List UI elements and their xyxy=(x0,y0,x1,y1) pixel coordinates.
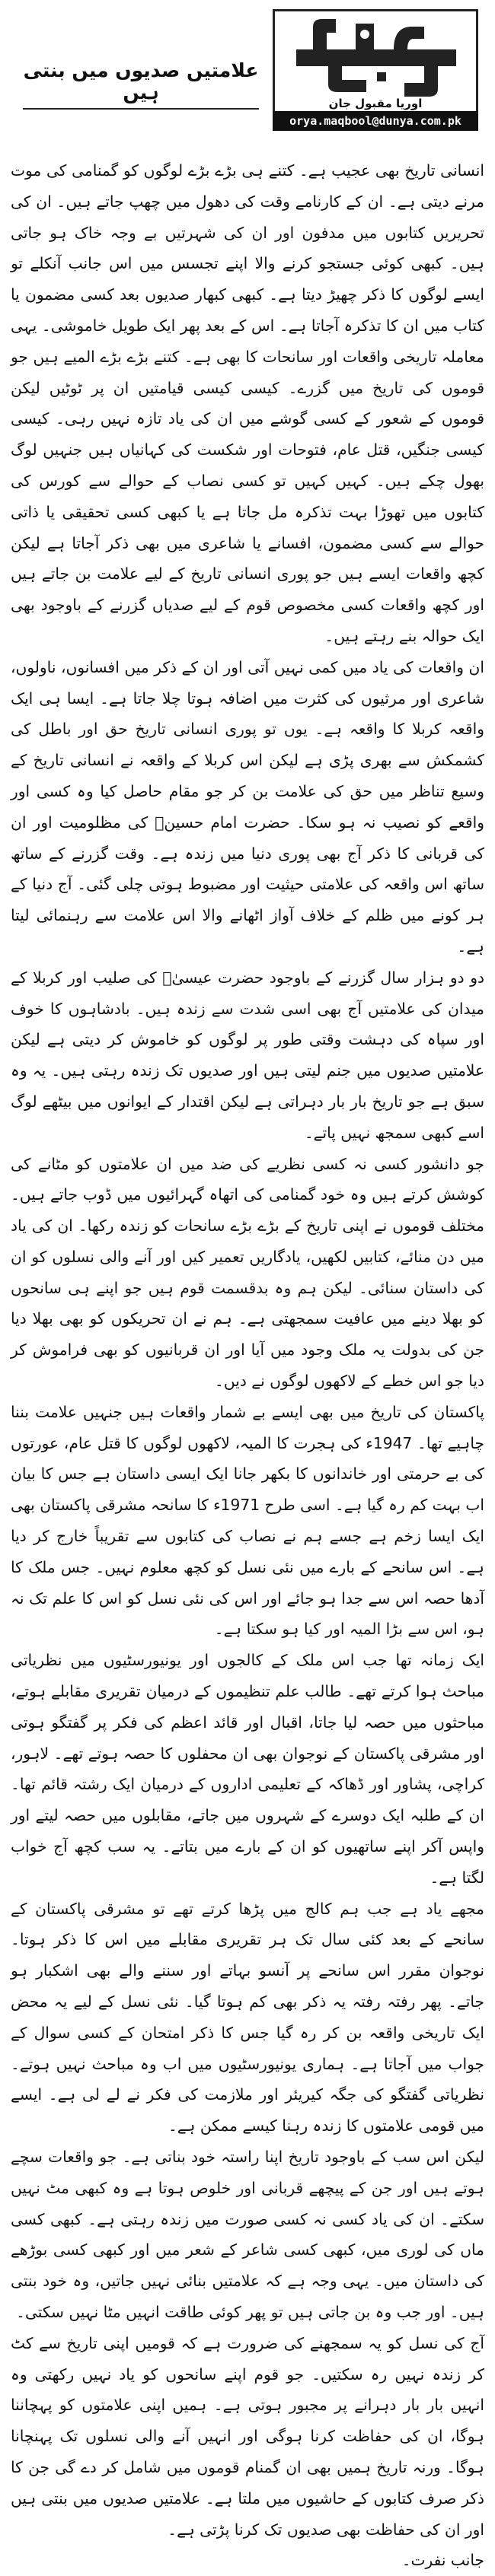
afraaz-logo xyxy=(283,16,469,100)
article-paragraph: ان واقعات کی یاد میں کمی نہیں آتی اور ان کے ذکر میں افسانوں، ناولوں، شاعری اور مرثیوں کی کثرت میں اضافہ ہوتا چلا جاتا ہے۔ ایسا ہی ایک واقعہ کربلا کا واقعہ ہے۔ یوں تو پوری انسانی تاریخ حق اور باطل کی کشمکش سے بھری پڑی ہے لیکن اس کربلا کے واقعہ نے انسانی تاریخ کے وسیع تناظر میں حق کی علامت بن کر جو مقام حاصل کیا وہ کسی اور واقعے کو نصیب نہ ہو سکا۔ حضرت امام حسینؓ کی مظلومیت اور ان کی قربانی کا ذکر آج بھی پوری دنیا میں زندہ ہے۔ وقت گزرنے کے ساتھ ساتھ اس واقعہ کی علامتی حیثیت اور مضبوط ہوتی چلی گئی۔ آج دنیا کے ہر کونے میں ظلم کے خلاف آواز اٹھانے والا اس علامت سے رہنمائی لیتا ہے۔ xyxy=(11,657,484,956)
article-paragraph: آج کی نسل کو یہ سمجھنے کی ضرورت ہے کہ قومیں اپنی تاریخ سے کٹ کر زندہ نہیں رہ سکتیں۔ جو قوم اپنے سانحوں کو یاد نہیں رکھتی وہ انہیں بار بار دہرانے پر مجبور ہوتی ہے۔ ہمیں اپنی علامتوں کو پہچاننا ہوگا، ان کی حفاظت کرنا ہوگی اور انہیں آنے والی نسلوں تک پہنچانا ہوگا۔ ورنہ تاریخ ہمیں بھی ان گمنام قوموں میں شامل کر دے گی جن کا ذکر صرف کتابوں کے حاشیوں میں ملتا ہے۔ علامتیں صدیوں میں بنتی ہیں اور ان کی حفاظت بھی صدیوں تک کرنا پڑتی ہے۔ xyxy=(11,2333,484,2539)
author-byline: اوریا مقبول جان xyxy=(328,97,423,110)
article-paragraph: جو دانشور کسی نہ کسی نظریے کی ضد میں ان علامتوں کو مٹانے کی کوشش کرتے ہیں وہ خود گمنامی کی اتھاہ گہرائیوں میں ڈوب جاتے ہیں۔ مختلف قوموں نے اپنی تاریخ کے بڑے بڑے سانحات کو زندہ رکھا۔ ان کی یاد میں دن منائے، کتابیں لکھیں، یادگاریں تعمیر کیں اور آنے والی نسلوں کو ان کی داستان سنائی۔ لیکن ہم وہ بدقسمت قوم ہیں جو اپنے ہی سانحوں کو بھلا دینے میں عافیت سمجھتی ہے۔ ہم نے ان تحریکوں کو بھی بھلا دیا جن کی بدولت یہ ملک وجود میں آیا اور ان قربانیوں کو بھی فراموش کر دیا جو اس خطے کے لاکھوں لوگوں نے دیں۔ xyxy=(11,1154,484,1391)
column-logo-box xyxy=(273,9,478,131)
article-closing-line: جانب نفرت۔ xyxy=(401,2551,484,2570)
article-headline: علامتیں صدیوں میں بنتی ہیں xyxy=(23,59,259,110)
author-email[interactable]: orya.maqbool@dunya.com.pk xyxy=(273,111,478,131)
article-paragraph: مجھے یاد ہے جب ہم کالج میں پڑھا کرتے تھے تو مشرقی پاکستان کے سانحے کے بعد کئی سال تک ہر تقریری مقابلے میں اس کا ذکر ہوتا۔ نوجوان مقرر اس سانحے پر آنسو بہاتے اور سننے والے بھی اشکبار ہو جاتے۔ پھر رفتہ رفتہ یہ ذکر بھی کم ہوتا گیا۔ نئی نسل کے لیے یہ محض ایک تاریخی واقعہ بن کر رہ گیا جس کا ذکر امتحان کے کسی سوال کے جواب میں آجاتا ہے۔ ہماری یونیورسٹیوں میں اب وہ مباحث نہیں ہوتے۔ نظریاتی گفتگو کی جگہ کیریئر اور ملازمت کی فکر نے لے لی ہے۔ ایسے میں قومی علامتوں کا زندہ رہنا کیسے ممکن ہے۔ xyxy=(11,1899,484,2136)
headline-container xyxy=(23,59,259,110)
article-body xyxy=(11,155,484,2570)
article-paragraph: ایک زمانہ تھا جب اس ملک کے کالجوں اور یونیورسٹیوں میں نظریاتی مباحث ہوا کرتے تھے۔ طالب علم تنظیموں کے درمیان تقریری مقابلے ہوتے، مباحثوں میں حصہ لیا جاتا، اقبال اور قائد اعظم کی فکر پر گفتگو ہوتی اور مشرقی پاکستان کے نوجوان بھی ان محفلوں کا حصہ ہوتے تھے۔ لاہور، کراچی، پشاور اور ڈھاکہ کے تعلیمی اداروں کے درمیان ایک رشتہ قائم تھا۔ ان کے طلبہ ایک دوسرے کے شہروں میں جاتے، مقابلوں میں حصہ لیتے اور واپس آکر اپنے ساتھیوں کو ان کے بارے میں بتاتے۔ یہ سب کچھ آج خواب لگتا ہے۔ xyxy=(11,1651,484,1887)
masthead xyxy=(0,0,495,152)
article-paragraph: پاکستان کی تاریخ میں بھی ایسے بے شمار واقعات ہیں جنہیں علامت بننا چاہیے تھا۔ 1947ء کی ہجرت کا المیہ، لاکھوں لوگوں کا قتل عام، عورتوں کی بے حرمتی اور خاندانوں کا بکھر جانا ایک ایسی داستان ہے جس کا بیان اب بہت کم رہ گیا ہے۔ اسی طرح 1971ء کا سانحہ مشرقی پاکستان بھی ایک ایسا زخم ہے جسے ہم نے نصاب کی کتابوں سے تقریباً خارج کر دیا ہے۔ اس سانحے کے بارے میں نئی نسل کو کچھ معلوم نہیں۔ جس ملک کا آدھا حصہ اس سے جدا ہو جائے اور اس کی نئی نسل کو اس کا علم تک نہ ہو، اس سے بڑا المیہ اور کیا ہو سکتا ہے۔ xyxy=(11,1402,484,1639)
article-paragraph: انسانی تاریخ بھی عجیب ہے۔ کتنے ہی بڑے بڑے لوگوں کو گمنامی کی موت مرنے دیتی ہے۔ ان کے کارنامے وقت کی دھول میں چھپ جاتے ہیں۔ ان کی تحریریں کتابوں میں مدفون اور ان کی شہرتیں بے وجہ خاک ہو جاتی ہیں۔ کبھی کوئی جستجو کرنے والا اپنے تجسس میں اس جانب آنکلے تو ایسے لوگوں کا ذکر چھیڑ دیتا ہے۔ کبھی کبھار صدیوں بعد کسی مضمون یا کتاب میں ان کا تذکرہ آجاتا ہے۔ اس کے بعد پھر ایک طویل خاموشی۔ یہی معاملہ تاریخی واقعات اور سانحات کا بھی ہے۔ کتنے بڑے بڑے المیے ہیں جو قوموں کی تاریخ میں گزرے۔ کیسی کیسی قیامتیں ان پر ٹوٹیں لیکن قوموں کے شعور کے کسی گوشے میں ان کی یاد تازہ نہیں رہی۔ کیسی کیسی جنگیں، قتل عام، فتوحات اور شکست کی کہانیاں ہیں جنہیں لوگ بھول چکے ہیں۔ کہیں کہیں تو کسی نصاب کے حوالے سے کورس کی کتابوں میں تھوڑا بہت تذکرہ مل جاتا ہے یا کبھی کسی تحقیقی یا ذاتی حوالے سے کسی مضمون، افسانے یا شاعری میں بھی ذکر آجاتا ہے لیکن کچھ واقعات ایسے ہیں جو پوری انسانی تاریخ کے لیے علامت بن جاتے ہیں اور کچھ واقعات کسی مخصوص قوم کے لیے صدیاں گزرنے کے باوجود بھی ایک حوالہ بنے رہتے ہیں۔ xyxy=(11,161,484,645)
article-paragraph: دو دو ہزار سال گزرنے کے باوجود حضرت عیسیٰؑ کی صلیب اور کربلا کے میدان کی علامتیں آج بھی اسی شدت سے زندہ ہیں۔ بادشاہوں کا خوف اور سپاہ کی دہشت وقتی طور پر لوگوں کو خاموش کر دیتی ہے لیکن علامتیں صدیوں میں جنم لیتی ہیں اور صدیوں تک زندہ رہتی ہیں۔ یہ وہ سبق ہے جو تاریخ بار بار دہراتی ہے لیکن اقتدار کے ایوانوں میں بیٹھے لوگ اسے کبھی سمجھ نہیں پاتے۔ xyxy=(11,968,484,1142)
article-paragraph: لیکن اس سب کے باوجود تاریخ اپنا راستہ خود بناتی ہے۔ جو واقعات سچے ہوتے ہیں اور جن کے پیچھے قربانی اور خلوص ہوتا ہے وہ کبھی مٹ نہیں سکتے۔ ان کی یاد کسی نہ کسی صورت میں زندہ رہتی ہے۔ کبھی کسی ماں کی لوری میں، کبھی کسی شاعر کے شعر میں اور کبھی کسی بوڑھے کی داستان میں۔ یہی وجہ ہے کہ علامتیں بنائی نہیں جاتیں، وہ خود بنتی ہیں۔ اور جب وہ بن جاتی ہیں تو پھر کوئی طاقت انہیں مٹا نہیں سکتی۔ xyxy=(11,2148,484,2321)
